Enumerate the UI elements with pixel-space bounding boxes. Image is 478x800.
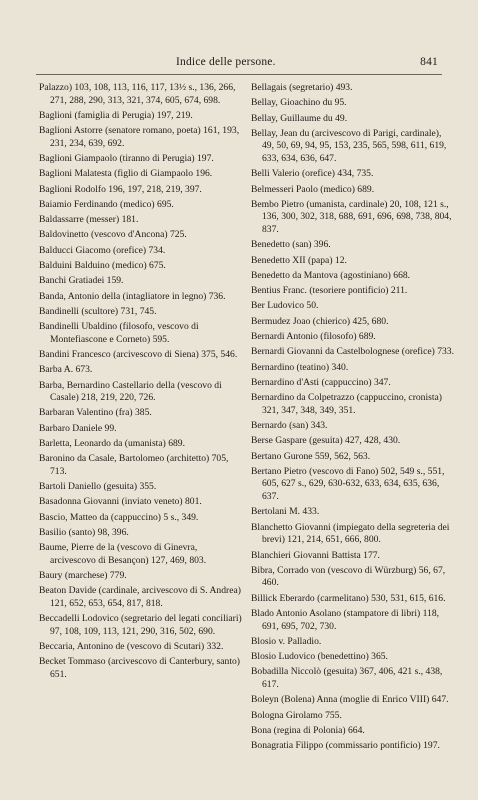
index-entry: Barba, Bernardino Castellario della (vescovo di Casale) 218, 219, 220, 726.	[39, 379, 222, 404]
index-entry: Bobadilla Niccolò (gesuita) 367, 406, 421 s., 438, 617.	[251, 666, 443, 690]
page-header	[36, 56, 438, 72]
index-entry: Bibra, Corrado von (vescovo di Würzburg) 56, 67, 460.	[251, 564, 446, 589]
index-entry: Balduini Balduino (medico) 675.	[39, 260, 166, 271]
index-entry: Bermudez Joao (chierico) 425, 680.	[251, 315, 389, 327]
index-entry: Benedetto (san) 396.	[251, 239, 331, 251]
index-entry: Baldovinetto (vescovo d'Ancona) 725.	[39, 229, 187, 241]
index-entry: Bonagratia Filippo (commissario pontificio) 197.	[251, 740, 440, 752]
index-entry: Boleyn (Bolena) Anna (moglie di Enrico VIII) 647.	[251, 694, 449, 706]
index-entry: Bascio, Matteo da (cappuccino) 5 s., 349.	[39, 511, 199, 523]
index-entry: Balducci Giacomo (orefice) 734.	[39, 244, 166, 256]
index-entry: Baglioni (famiglia di Perugia) 197, 219.	[39, 109, 193, 121]
index-entry: Bologna Girolamo 755.	[251, 709, 342, 721]
index-entry: Bernardino da Colpetrazzo (cappuccino, cronista) 321, 347, 348, 349, 351.	[251, 392, 442, 416]
index-entry: Billick Eberardo (carmelitano) 530, 531, 615, 616.	[251, 592, 446, 604]
index-entry: Bona (regina di Polonia) 664.	[251, 724, 365, 736]
index-entry: Bandinelli Ubaldino (filosofo, vescovo di Montefiascone e Corneto) 595.	[39, 321, 199, 345]
index-entry: Bellay, Guillaume du 49.	[251, 112, 348, 124]
index-entry: Basadonna Giovanni (inviato veneto) 801.	[39, 496, 202, 508]
index-entry: Barba A. 673.	[39, 364, 93, 376]
index-entry: Barletta, Leonardo da (umanista) 689.	[39, 438, 185, 449]
index-entry: Ber Ludovico 50.	[251, 300, 319, 312]
index-entry: Bartoli Daniello (gesuita) 355.	[39, 481, 157, 493]
index-entry: Bandinelli (scultore) 731, 745.	[39, 305, 157, 317]
index-entry: Blosio v. Palladio.	[251, 635, 322, 647]
index-entry: Bernardino d'Asti (cappuccino) 347.	[251, 376, 391, 388]
header-rule	[36, 74, 442, 75]
index-entry: Baiamio Ferdinando (medico) 695.	[39, 198, 174, 210]
index-entry: Barbaran Valentino (fra) 385.	[39, 407, 152, 419]
index-entry: Bellay, Jean du (arcivescovo di Parigi, cardinale), 49, 50, 69, 94, 95, 153, 235, 565, 598, 611, 619, 633, 634, 636, 647.	[251, 127, 447, 165]
index-entry: Becket Tommaso (arcivescovo di Canterbury, santo) 651.	[39, 656, 241, 681]
index-entry: Blosio Ludovico (benedettino) 365.	[251, 651, 388, 663]
index-entry: Banchi Gratiadei 159.	[39, 275, 124, 287]
index-entry: Bernardi Giovanni da Castelbolognese (orefice) 733.	[251, 346, 455, 358]
index-entry: Bertano Gurone 559, 562, 563.	[251, 450, 371, 462]
index-entry: Bertolani M. 433.	[251, 506, 320, 518]
index-entry: Baglioni Giampaolo (tiranno di Perugia) 197.	[39, 153, 214, 165]
index-column-right	[251, 82, 454, 755]
index-entry: Blado Antonio Asolano (stampatore di libri) 118, 691, 695, 702, 730.	[251, 607, 440, 632]
index-entry: Basilio (santo) 98, 396.	[39, 527, 129, 538]
index-entry: Blanchieri Giovanni Battista 177.	[251, 549, 380, 561]
index-entry: Bellagais (segretario) 493.	[251, 82, 353, 93]
index-column-left	[39, 82, 242, 684]
index-entry: Bellay, Gioachino du 95.	[251, 97, 347, 109]
index-entry: Blanchetto Giovanni (impiegato della segreteria dei brevi) 121, 214, 651, 666, 800.	[251, 521, 450, 546]
index-entry: Bernardi Antonio (filosofo) 689.	[251, 331, 376, 343]
index-entry: Bertano Pietro (vescovo di Fano) 502, 549 s., 551, 605, 627 s., 629, 630-632, 633, 634, 635, 636, 637.	[251, 465, 445, 503]
index-entry: Beaton Davide (cardinale, arcivescovo di S. Andrea) 121, 652, 653, 654, 817, 818.	[39, 585, 241, 610]
index-entry: Beccadelli Lodovico (segretario del legati conciliari) 97, 108, 109, 113, 121, 290, 316, 502, 690.	[39, 613, 242, 637]
index-entry: Banda, Antonio della (intagliatore in legno) 736.	[39, 290, 226, 302]
index-entry: Beccaria, Antonino de (vescovo di Scutari) 332.	[39, 641, 224, 653]
index-entry: Baury (marchese) 779.	[39, 570, 127, 582]
index-entry: Baldassarre (messer) 181.	[39, 214, 139, 226]
index-entry: Baglioni Astorre (senatore romano, poeta) 161, 193, 231, 234, 639, 692.	[39, 125, 240, 149]
index-entry: Benedetto da Mantova (agostiniano) 668.	[251, 269, 411, 281]
index-entry: Baume, Pierre de la (vescovo di Ginevra, arcivescovo di Besançon) 127, 469, 803.	[39, 542, 207, 566]
index-entry: Palazzo) 103, 108, 113, 116, 117, 13½ s., 136, 266, 271, 288, 290, 313, 321, 374, 605, 674, 698.	[39, 82, 236, 106]
index-entry: Bernardino (teatino) 340.	[251, 361, 349, 373]
index-entry: Bernardo (san) 343.	[251, 420, 328, 432]
index-entry: Belli Valerio (orefice) 434, 735.	[251, 168, 374, 180]
index-entry: Barbaro Daniele 99.	[39, 422, 117, 434]
index-entry: Baglioni Malatesta (figlio di Giampaolo 196.	[39, 168, 213, 180]
page-number: 841	[420, 56, 438, 68]
index-entry: Berse Gaspare (gesuita) 427, 428, 430.	[251, 435, 401, 447]
index-entry: Baronino da Casale, Bartolomeo (architetto) 705, 713.	[39, 453, 229, 477]
index-entry: Bentius Franc. (tesoriere pontificio) 211.	[251, 285, 408, 297]
running-title: Indice delle persone.	[176, 56, 276, 68]
index-entry: Bandini Francesco (arcivescovo di Siena) 375, 546.	[39, 349, 238, 360]
index-entry: Benedetto XII (papa) 12.	[251, 254, 347, 266]
index-entry: Bembo Pietro (umanista, cardinale) 20, 108, 121 s., 136, 300, 302, 318, 688, 691, 696, 698, 738, 804, 837.	[251, 198, 452, 236]
index-entry: Belmesseri Paolo (medico) 689.	[251, 183, 375, 195]
index-entry: Baglioni Rodolfo 196, 197, 218, 219, 397.	[39, 183, 202, 195]
